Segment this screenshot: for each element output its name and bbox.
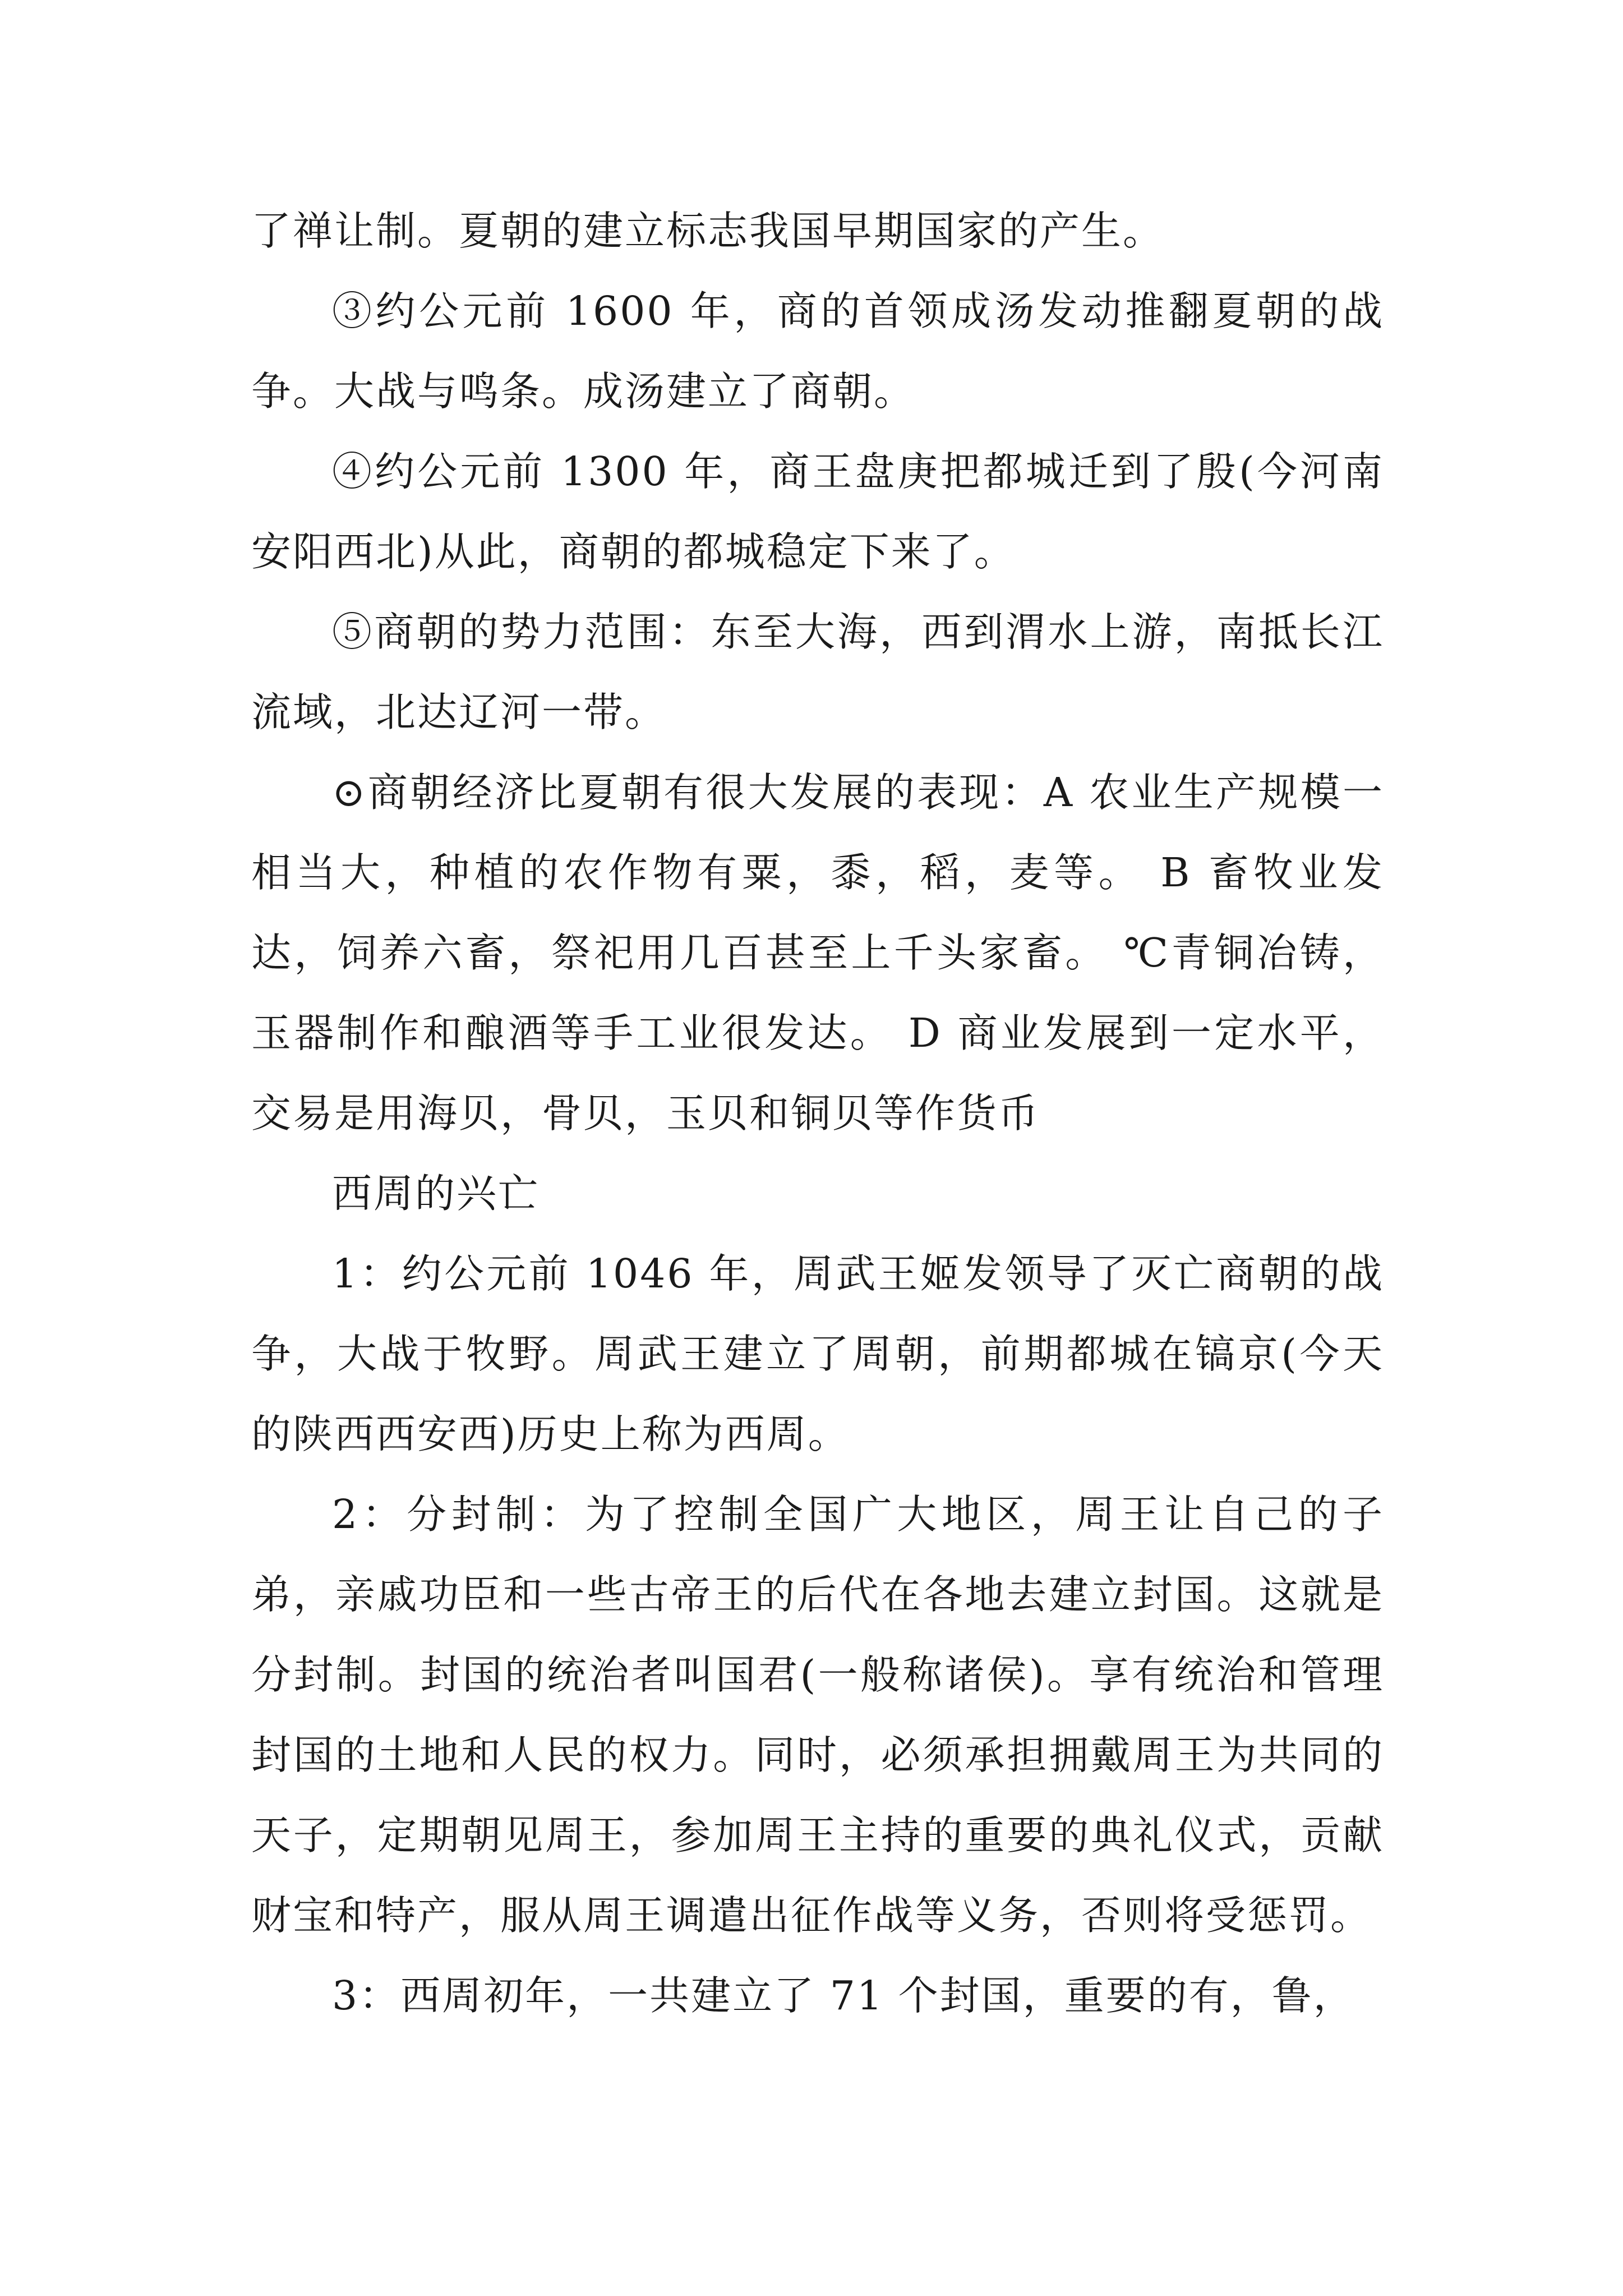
paragraph-zhou-founding: 1：约公元前 1046 年，周武王姬发领导了灭亡商朝的战争，大战于牧野。周武王建立了周朝，前期都城在镐京(今天的陕西西安西)历史上称为西周。 — [251, 1250, 1384, 1457]
paragraph-shang-territory: ⑤商朝的势力范围：东至大海，西到渭水上游，南抵长江流域，北达辽河一带。 — [251, 609, 1384, 735]
paragraph-continuation: 了禅让制。夏朝的建立标志我国早期国家的产生。 — [251, 208, 1165, 254]
paragraph-shang-economy: ⊙商朝经济比夏朝有很大发展的表现：A 农业生产规模一相当大，种植的农作物有粟，黍，稻，麦等。 B 畜牧业发达，饲养六畜，祭祀用几百甚至上千头家畜。 ℃青铜冶铸，玉器制作和酿酒等手工业很发达。 D 商业发展到一定水平，交易是用海贝，骨贝，玉贝和铜贝等作货币 — [251, 769, 1384, 1137]
paragraph-fengjian-system: 2：分封制：为了控制全国广大地区，周王让自己的子弟，亲戚功臣和一些古帝王的后代在各地去建立封国。这就是分封制。封国的统治者叫国君(一般称诸侯)。享有统治和管理封国的土地和人民的权力。同时，必须承担拥戴周王为共同的天子，定期朝见周王，参加周王主持的重要的典礼仪式，贡献财宝和特产，服从周王调遣出征作战等义务，否则将受惩罚。 — [251, 1491, 1384, 1939]
section-heading-western-zhou: 西周的兴亡 — [332, 1170, 540, 1217]
paragraph-shang-founding: ③约公元前 1600 年，商的首领成汤发动推翻夏朝的战争。大战与鸣条。成汤建立了商朝。 — [251, 288, 1384, 415]
paragraph-vassal-states: 3：西周初年，一共建立了 71 个封国，重要的有，鲁， — [332, 1972, 1355, 2019]
paragraph-pangeng-capital: ④约公元前 1300 年，商王盘庚把都城迁到了殷(今河南安阳西北)从此，商朝的都城稳定下来了。 — [251, 448, 1384, 575]
document-body — [251, 191, 1384, 2036]
